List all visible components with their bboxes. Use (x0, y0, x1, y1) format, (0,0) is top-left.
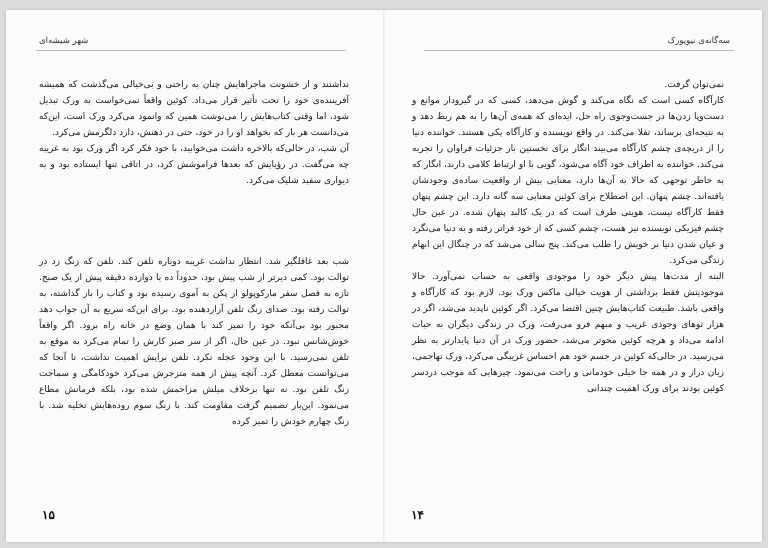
running-header-right: سه‌گانه‌ی نیویورک (667, 36, 730, 46)
running-header-left: شهر شیشه‌ای (39, 36, 89, 46)
right-page (384, 10, 762, 542)
left-page-section-2 (39, 254, 349, 430)
paragraph: آن شب، در حالی‌که بالاخره داشت می‌خوابید، با خود فکر کرد اگر ورک بود به غریبه چه می‌گفت. در رؤیایش که بعدها فراموشش کرد، در اتاقی تنها ایستاده بود و به دیواری سفید شلیک می‌کرد. (39, 144, 349, 186)
page-number-right: ۱۴ (411, 508, 424, 522)
page-number-left: ۱۵ (42, 508, 55, 522)
header-rule-right (424, 50, 734, 51)
left-page-section-1 (39, 77, 349, 189)
left-page (6, 10, 384, 542)
paragraph: البته از مدت‌ها پیش دیگر خود را موجودی واقعی به حساب نمی‌آورد. حالا موجودیتش فقط برداشتی از هویت خیالی ماکس ورک بود. لازم بود که کارآگاه و واقعی باشد. طبیعت کتاب‌هایش چنین اقتضا می‌کرد. اگر کوئین ناپدید می‌شد، اگر در هزار توهای وجودی غریب و مبهم فرو می‌رفت، ورک در زندگی دیگران به حیات ادامه می‌داد و هرچه کوئین محوتر می‌شد، حضور ورک در آن دنیا پایدارتر به نظر می‌رسید. در حالی‌که کوئین در جسم خود هم احساس غریبگی می‌کرد، ورک تهاجمی، زبان دراز و در همه جا خیلی خودمانی و راحت می‌نمود. چیزهایی که موجب دردسر کوئین بودند برای ورک اهمیت چندانی (412, 272, 724, 394)
right-page-body (412, 77, 724, 397)
paragraph: نداشتند و از خشونت ماجراهایش چنان به راحتی و بی‌خیالی می‌گذشت که همیشه آفریننده‌ی خود را تحت تأثیر قرار می‌داد. کوئین واقعاً نمی‌خواست به ورک تبدیل شود، اما وقتی کتاب‌هایش را می‌نوشت همین که وانمود می‌کرد ورک است، این‌که می‌دانست هر بار که بخواهد او را در خود، حتی در ذهنش، دارد دلگرمش می‌کرد. (39, 80, 349, 138)
paragraph: شب بعد غافلگیر شد. انتظار نداشت غریبه دوباره تلفن کند. تلفن که زنگ زد در توالت بود. کمی دیرتر از شب پیش بود، حدوداً ده یا دوازده دقیقه پیش از یک صبح. تازه به فصل سفر مارکوپولو از پکن به آموی رسیده بود و کتاب را باز گذاشته، به توالت رفته بود. صدای زنگ تلفن آزاردهنده بود. برای این‌که سریع به آن جواب دهد مجبور بود بی‌آنکه خود را تمیز کند با همان وضع در خانه راه برود. اگر واقعاً خوش‌شانس نبود. در عین حال، اگر از سر صبر کارش را تمام می‌کرد به موقع به تلفن نمی‌رسید. با این وجود عجله نکرد. تلفن برایش اهمیت نداشت، تا آنجا که می‌توانست معطل کرد. آنچه پیش از همه منزجرش می‌کرد خودکامگی و سماجت زنگ تلفن بود. نه تنها برخلاف میلش مزاحمش شده بود، بلکه فرمانش مطاع می‌نمود. این‌بار تصمیم گرفت مقاومت کند. با زنگ سوم روده‌هایش تخلیه شد. با زنگ چهارم خودش را تمیز کرده (39, 257, 349, 427)
header-rule-left (36, 50, 346, 51)
paragraph: کارآگاه کسی است که نگاه می‌کند و گوش می‌دهد، کسی که در گیرودار موانع و دست‌وپا زدن‌ها در جست‌وجوی راه حل، ایده‌ای که همه‌ی آن‌ها را به هم ربط دهد و به نتیجه‌ای برساند، تقلا می‌کند. در واقع نویسنده و کارآگاه یکی هستند. خواننده دنیا را از دریچه‌ی چشم کارآگاه می‌بیند انگار برای نخستین بار جزئیات فراوان را تجربه می‌کند. خواننده به اطراف خود آگاه می‌شود، گویی با او ارتباط کلامی دارند، انگار که به خاطر توجهی که حالا به آن‌ها دارد، معنایی بیش از واقعیت ساده‌ی وجودشان یافته‌اند. چشم پنهان. این اصطلاح برای کوئین معنایی سه گانه دارد. این چشم پنهان فقط کارآگاه نیست، هویتی طرف است که در یک کالبد پنهان شده. در عین حال چشم فیزیکی نویسنده نیز هست، چشم کسی که از خود فراتر رفته و به دنیا می‌نگرد و عیان شدن دنیا بر خویش را طلب می‌کند. پنج سالی می‌شد که در چنگال این ابهام زندگی می‌کرد. (412, 96, 724, 266)
book-spread (6, 10, 762, 542)
paragraph: نمی‌توان گرفت. (664, 80, 724, 90)
